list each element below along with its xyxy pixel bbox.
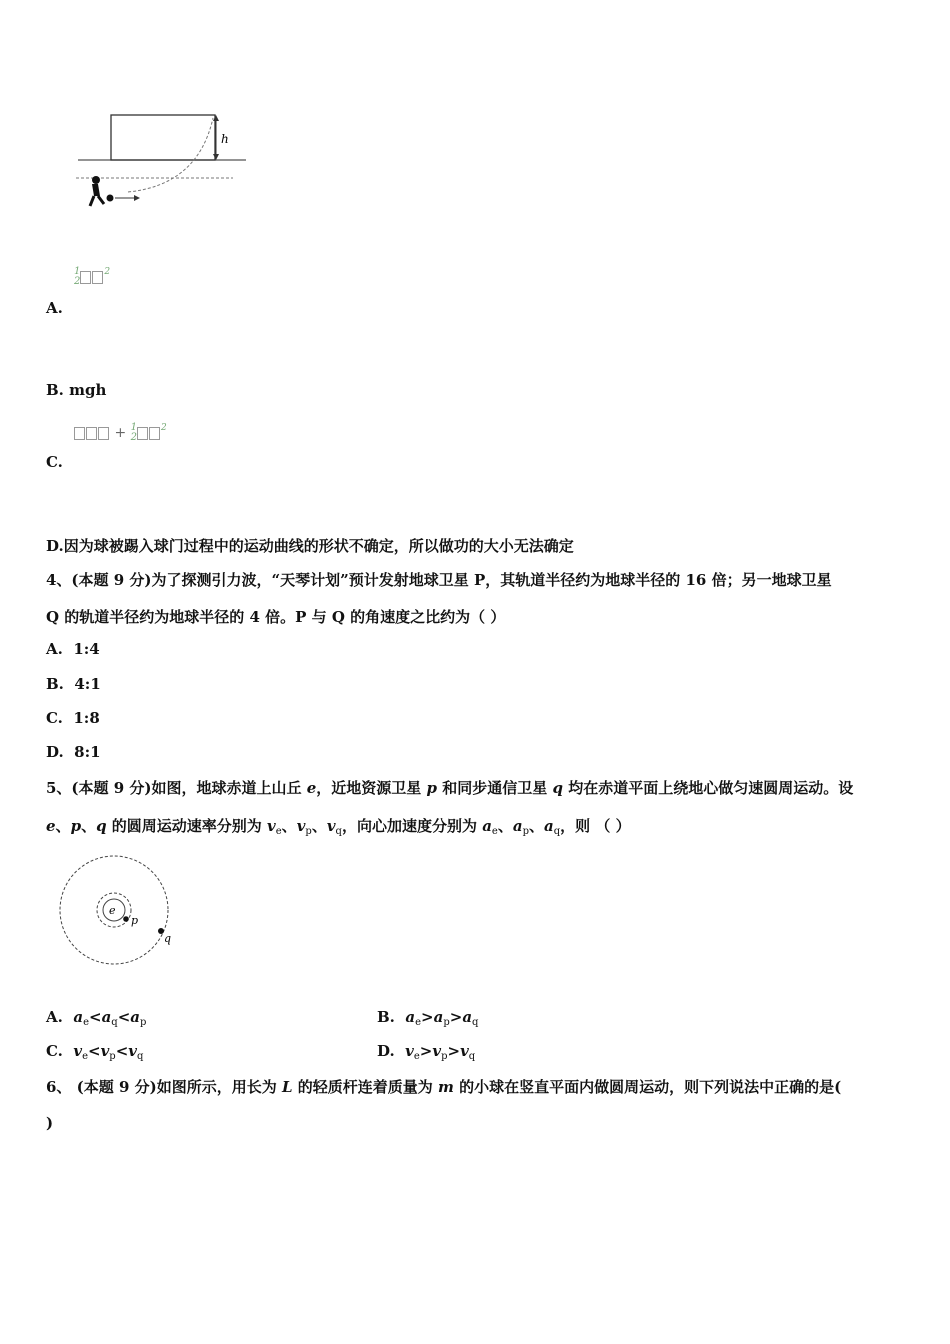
- q6-stem-line2: ): [46, 1114, 54, 1132]
- q3-optC-formula: + 1 $2^2$: [74, 423, 167, 443]
- player-icon: [90, 176, 114, 206]
- q4-option-d[interactable]: D. 8:1: [46, 743, 101, 761]
- q3-option-a[interactable]: A.: [46, 299, 63, 317]
- q3-option-d[interactable]: D.因为球被踢入球门过程中的运动曲线的形状不确定，所以做功的大小无法确定: [46, 537, 574, 555]
- kick-figure: [68, 110, 253, 215]
- orbit-figure: [52, 852, 182, 974]
- q4-option-b[interactable]: B. 4:1: [46, 675, 101, 693]
- label-q: q: [164, 932, 172, 945]
- q5-stem-line2: e、p、q 的圆周运动速率分别为 $v_e$、$v_p$、$v_q$，向心加速度分别为 $a_e$、$a_p$、$a_q$，则 （ ）: [46, 817, 631, 837]
- q3-option-b[interactable]: B. mgh: [46, 381, 107, 399]
- label-e: e: [109, 904, 116, 917]
- label-p: p: [131, 914, 139, 927]
- goal-structure: [111, 115, 215, 160]
- q4-option-a[interactable]: A. 1:4: [46, 640, 100, 658]
- q5-stem-line1: 5、(本题 9 分)如图，地球赤道上山丘 e，近地资源卫星 p 和同步通信卫星 q 均在赤道平面上绕地心做匀速圆周运动。设: [46, 779, 854, 797]
- height-label: h: [221, 132, 229, 146]
- q3-optA-formula: 1 $2^2$: [74, 266, 111, 287]
- q4-stem-line1: 4、(本题 9 分)为了探测引力波，“天琴计划”预计发射地球卫星 P，其轨道半径约为地球半径的 16 倍；另一地球卫星: [46, 571, 832, 589]
- q3-option-c[interactable]: C.: [46, 453, 63, 471]
- q4-stem-line2: Q 的轨道半径约为地球半径的 4 倍。P 与 Q 的角速度之比约为（ ）: [46, 608, 506, 626]
- q5-option-c[interactable]: C. $v_e<v_p<v_q$: [46, 1042, 144, 1062]
- q4-option-c[interactable]: C. 1:8: [46, 709, 100, 727]
- q5-option-a[interactable]: A. $a_e<a_q<a_p$: [46, 1008, 147, 1028]
- satellite-p-dot: [123, 916, 129, 922]
- q6-stem-line1: 6、 (本题 9 分)如图所示，用长为 L 的轻质杆连着质量为 m 的小球在竖直平面内做圆周运动，则下列说法中正确的是(: [46, 1078, 842, 1096]
- q5-option-b[interactable]: B. $a_e>a_p>a_q$: [377, 1008, 479, 1028]
- q5-option-d[interactable]: D. $v_e>v_p>v_q$: [377, 1042, 476, 1062]
- trajectory-curve: [128, 118, 213, 192]
